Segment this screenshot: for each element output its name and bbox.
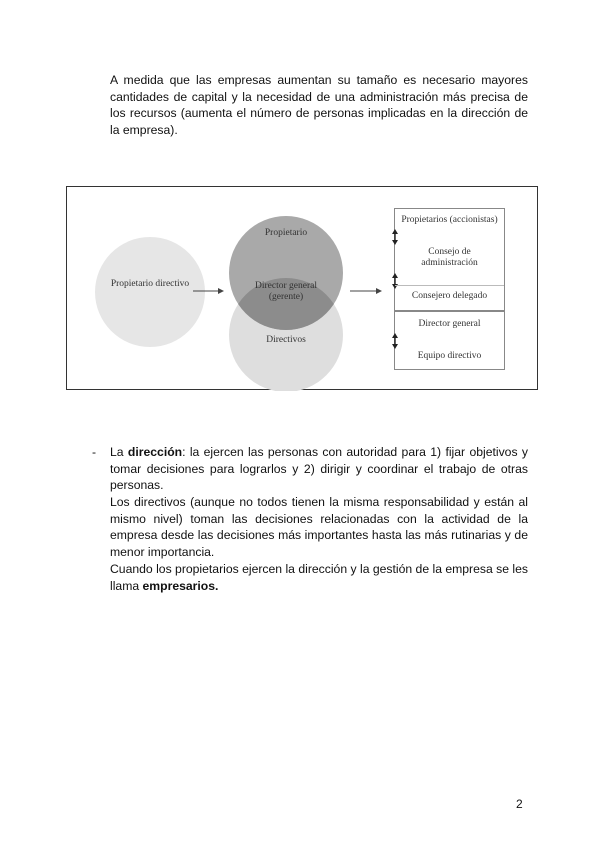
org-divider (395, 285, 504, 286)
empresarios-lead: Cuando los propietarios ejercen la dirección y la gestión de la empresa se les llama (110, 562, 528, 593)
org-equipo-directivo-label: Equipo directivo (417, 351, 482, 361)
org-chart-upper-box (394, 208, 505, 311)
direccion-paragraph (110, 444, 528, 494)
bullet-dash: - (92, 445, 97, 459)
propietario-label: Propietario (264, 228, 308, 238)
page-number: 2 (516, 797, 523, 811)
ownership-diagram (66, 186, 538, 390)
owner-manager-circle (95, 237, 205, 347)
owner-manager-label: Propietario directivo (110, 279, 190, 289)
org-consejo-label: Consejo de administración (421, 247, 478, 268)
direccion-definition: : la ejercen las personas con autoridad para 1) fijar objetivos y tomar decisiones para lograrlos y 2) dirigir y coordinar el trabajo de otras personas. (110, 445, 528, 493)
double-arrow-icon (391, 272, 399, 290)
double-arrow-icon (391, 332, 399, 350)
intro-paragraph: A medida que las empresas aumentan su tamaño es necesario mayores cantidades de capital y la necesidad de una administración más precisa de los recursos (aumenta el número de personas implicadas en la dirección de la empresa). (110, 73, 528, 137)
org-propietarios-label: Propietarios (accionistas) (401, 215, 498, 225)
directivos-label: Directivos (266, 335, 306, 345)
org-director-general-label: Director general (418, 319, 481, 329)
double-arrow-icon (391, 228, 399, 246)
director-general-overlap-label: Director general (gerente) (255, 281, 317, 302)
org-consejero-delegado-label: Consejero delegado (411, 291, 488, 301)
empresarios-term: empresarios. (142, 578, 219, 593)
empresarios-paragraph (110, 561, 528, 594)
directivos-paragraph: Los directivos (aunque no todos tienen la misma responsabilidad y están al mismo nivel) toman las decisiones relacionadas con la actividad de la empresa desde las decisiones más importantes hasta las más rutinarias y de menor importancia. (110, 495, 528, 559)
direccion-lead: La (110, 445, 128, 459)
org-chart-lower-box (394, 311, 505, 370)
direccion-term: dirección (127, 445, 183, 459)
